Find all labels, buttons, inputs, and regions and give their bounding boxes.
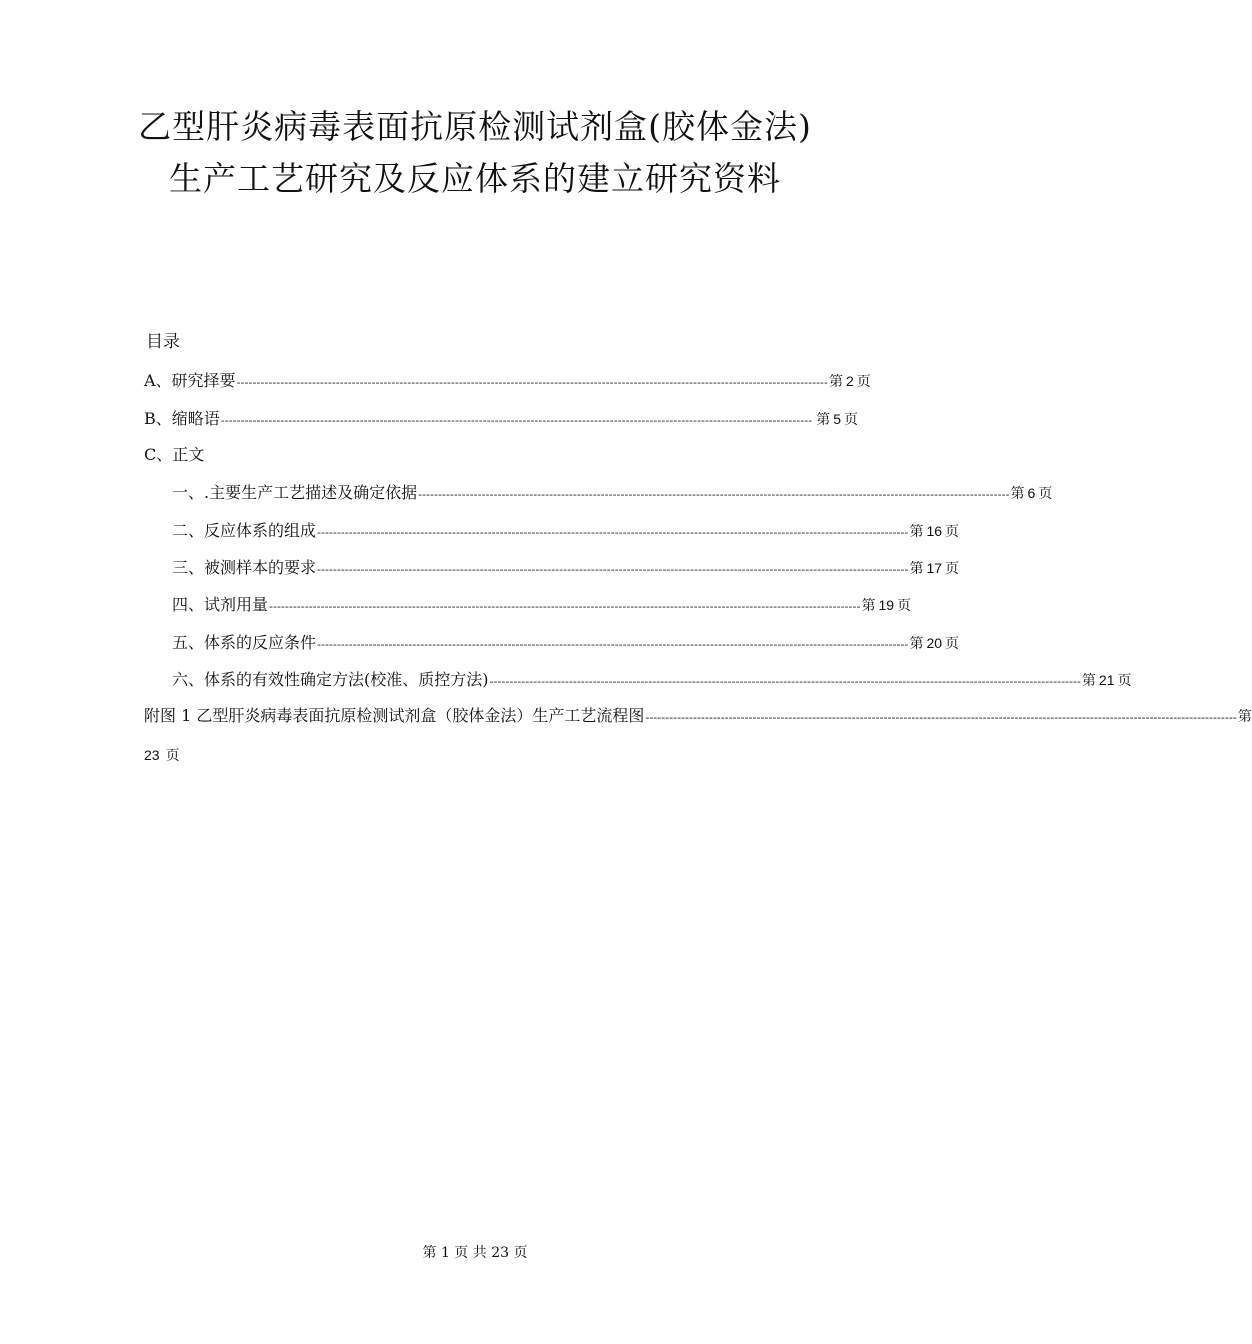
document-title-line-2: 生产工艺研究及反应体系的建立研究资料 bbox=[169, 159, 781, 198]
toc-entry-label: 三、被测样本的要求 bbox=[172, 558, 317, 577]
toc-entry-section-2[interactable] bbox=[172, 520, 960, 544]
toc-page-number: 21 bbox=[1098, 672, 1115, 688]
toc-entry-section-4[interactable] bbox=[172, 594, 912, 618]
toc-page-ref: 第 20 页 bbox=[909, 635, 960, 652]
toc-entry-main-text[interactable]: C、正文 bbox=[144, 445, 205, 464]
toc-entry-label: 六、体系的有效性确定方法(校准、质控方法) bbox=[172, 670, 489, 689]
toc-leader: ----------------------------------------------------------------------------------------------------------------------------------------------------- bbox=[317, 526, 909, 539]
toc-leader: ----------------------------------------------------------------------------------------------------------------------------------------------------- bbox=[317, 563, 909, 576]
toc-page-ref: 第 17 页 bbox=[909, 560, 960, 577]
toc-page-ref: 第 21 页 bbox=[1081, 672, 1132, 689]
toc-entry-section-3[interactable] bbox=[172, 557, 960, 581]
toc-entry-label: 一、.主要生产工艺描述及确定依据 bbox=[172, 483, 418, 502]
toc-page-suffix: 页 bbox=[165, 748, 180, 764]
document-title-line-1: 乙型肝炎病毒表面抗原检测试剂盒(胶体金法) bbox=[138, 107, 812, 146]
toc-page-ref: 第 6 页 bbox=[1010, 485, 1053, 502]
toc-page-number: 16 bbox=[926, 523, 943, 539]
toc-leader: ----------------------------------------------------------------------------------------------------------------------------------------------------- bbox=[418, 488, 1010, 501]
toc-page-number: 6 bbox=[1027, 485, 1036, 501]
toc-entry-section-6[interactable] bbox=[172, 669, 1132, 693]
toc-page-number: 5 bbox=[833, 411, 841, 427]
toc-heading: 目录 bbox=[146, 332, 180, 352]
toc-page-number: 2 bbox=[845, 373, 854, 389]
toc-entry-label: 四、试剂用量 bbox=[172, 595, 269, 614]
toc-page-ref: 第 5 页 bbox=[816, 411, 858, 428]
toc-leader: ----------------------------------------------------------------------------------------------------------------------------------------------------- bbox=[489, 675, 1081, 688]
toc-leader: ----------------------------------------------------------------------------------------------------------------------------------------------------- bbox=[236, 376, 828, 389]
toc-entry-abbreviations[interactable] bbox=[144, 408, 858, 432]
page-footer: 第 1 页 共 23 页 bbox=[422, 1245, 528, 1261]
toc-appendix-page-ref bbox=[144, 744, 180, 767]
toc-page-ref: 第 2 页 bbox=[828, 373, 871, 390]
toc-page-number: 19 bbox=[878, 597, 895, 613]
toc-entry-label: 五、体系的反应条件 bbox=[172, 633, 317, 652]
toc-page-number: 23 bbox=[144, 747, 160, 763]
toc-page-number: 20 bbox=[926, 635, 943, 651]
toc-entry-label: 二、反应体系的组成 bbox=[172, 521, 317, 540]
toc-leader: ----------------------------------------------------------------------------------------------------------------------------------------------------- bbox=[317, 638, 909, 651]
toc-page-prefix: 第 bbox=[1237, 709, 1252, 725]
toc-entry-section-5[interactable] bbox=[172, 632, 960, 656]
toc-entry-appendix-figure-1[interactable] bbox=[144, 705, 1252, 729]
toc-entry-label: A、研究择要 bbox=[144, 371, 236, 390]
toc-page-number: 17 bbox=[926, 560, 943, 576]
toc-entry-label: 附图 1 乙型肝炎病毒表面抗原检测试剂盒（胶体金法）生产工艺流程图 bbox=[144, 706, 645, 725]
toc-entry-section-1[interactable] bbox=[172, 482, 1053, 506]
toc-page-ref: 第 16 页 bbox=[909, 523, 960, 540]
toc-leader: ----------------------------------------------------------------------------------------------------------------------------------------------------- bbox=[269, 600, 861, 613]
toc-leader: ----------------------------------------------------------------------------------------------------------------------------------------------------- bbox=[645, 711, 1237, 724]
toc-entry-label: B、缩略语 bbox=[144, 409, 220, 428]
toc-page-ref: 第 19 页 bbox=[861, 597, 912, 614]
toc-leader: ----------------------------------------------------------------------------------------------------------------------------------------------------- bbox=[220, 414, 813, 427]
toc-entry-abstract[interactable] bbox=[144, 370, 871, 394]
